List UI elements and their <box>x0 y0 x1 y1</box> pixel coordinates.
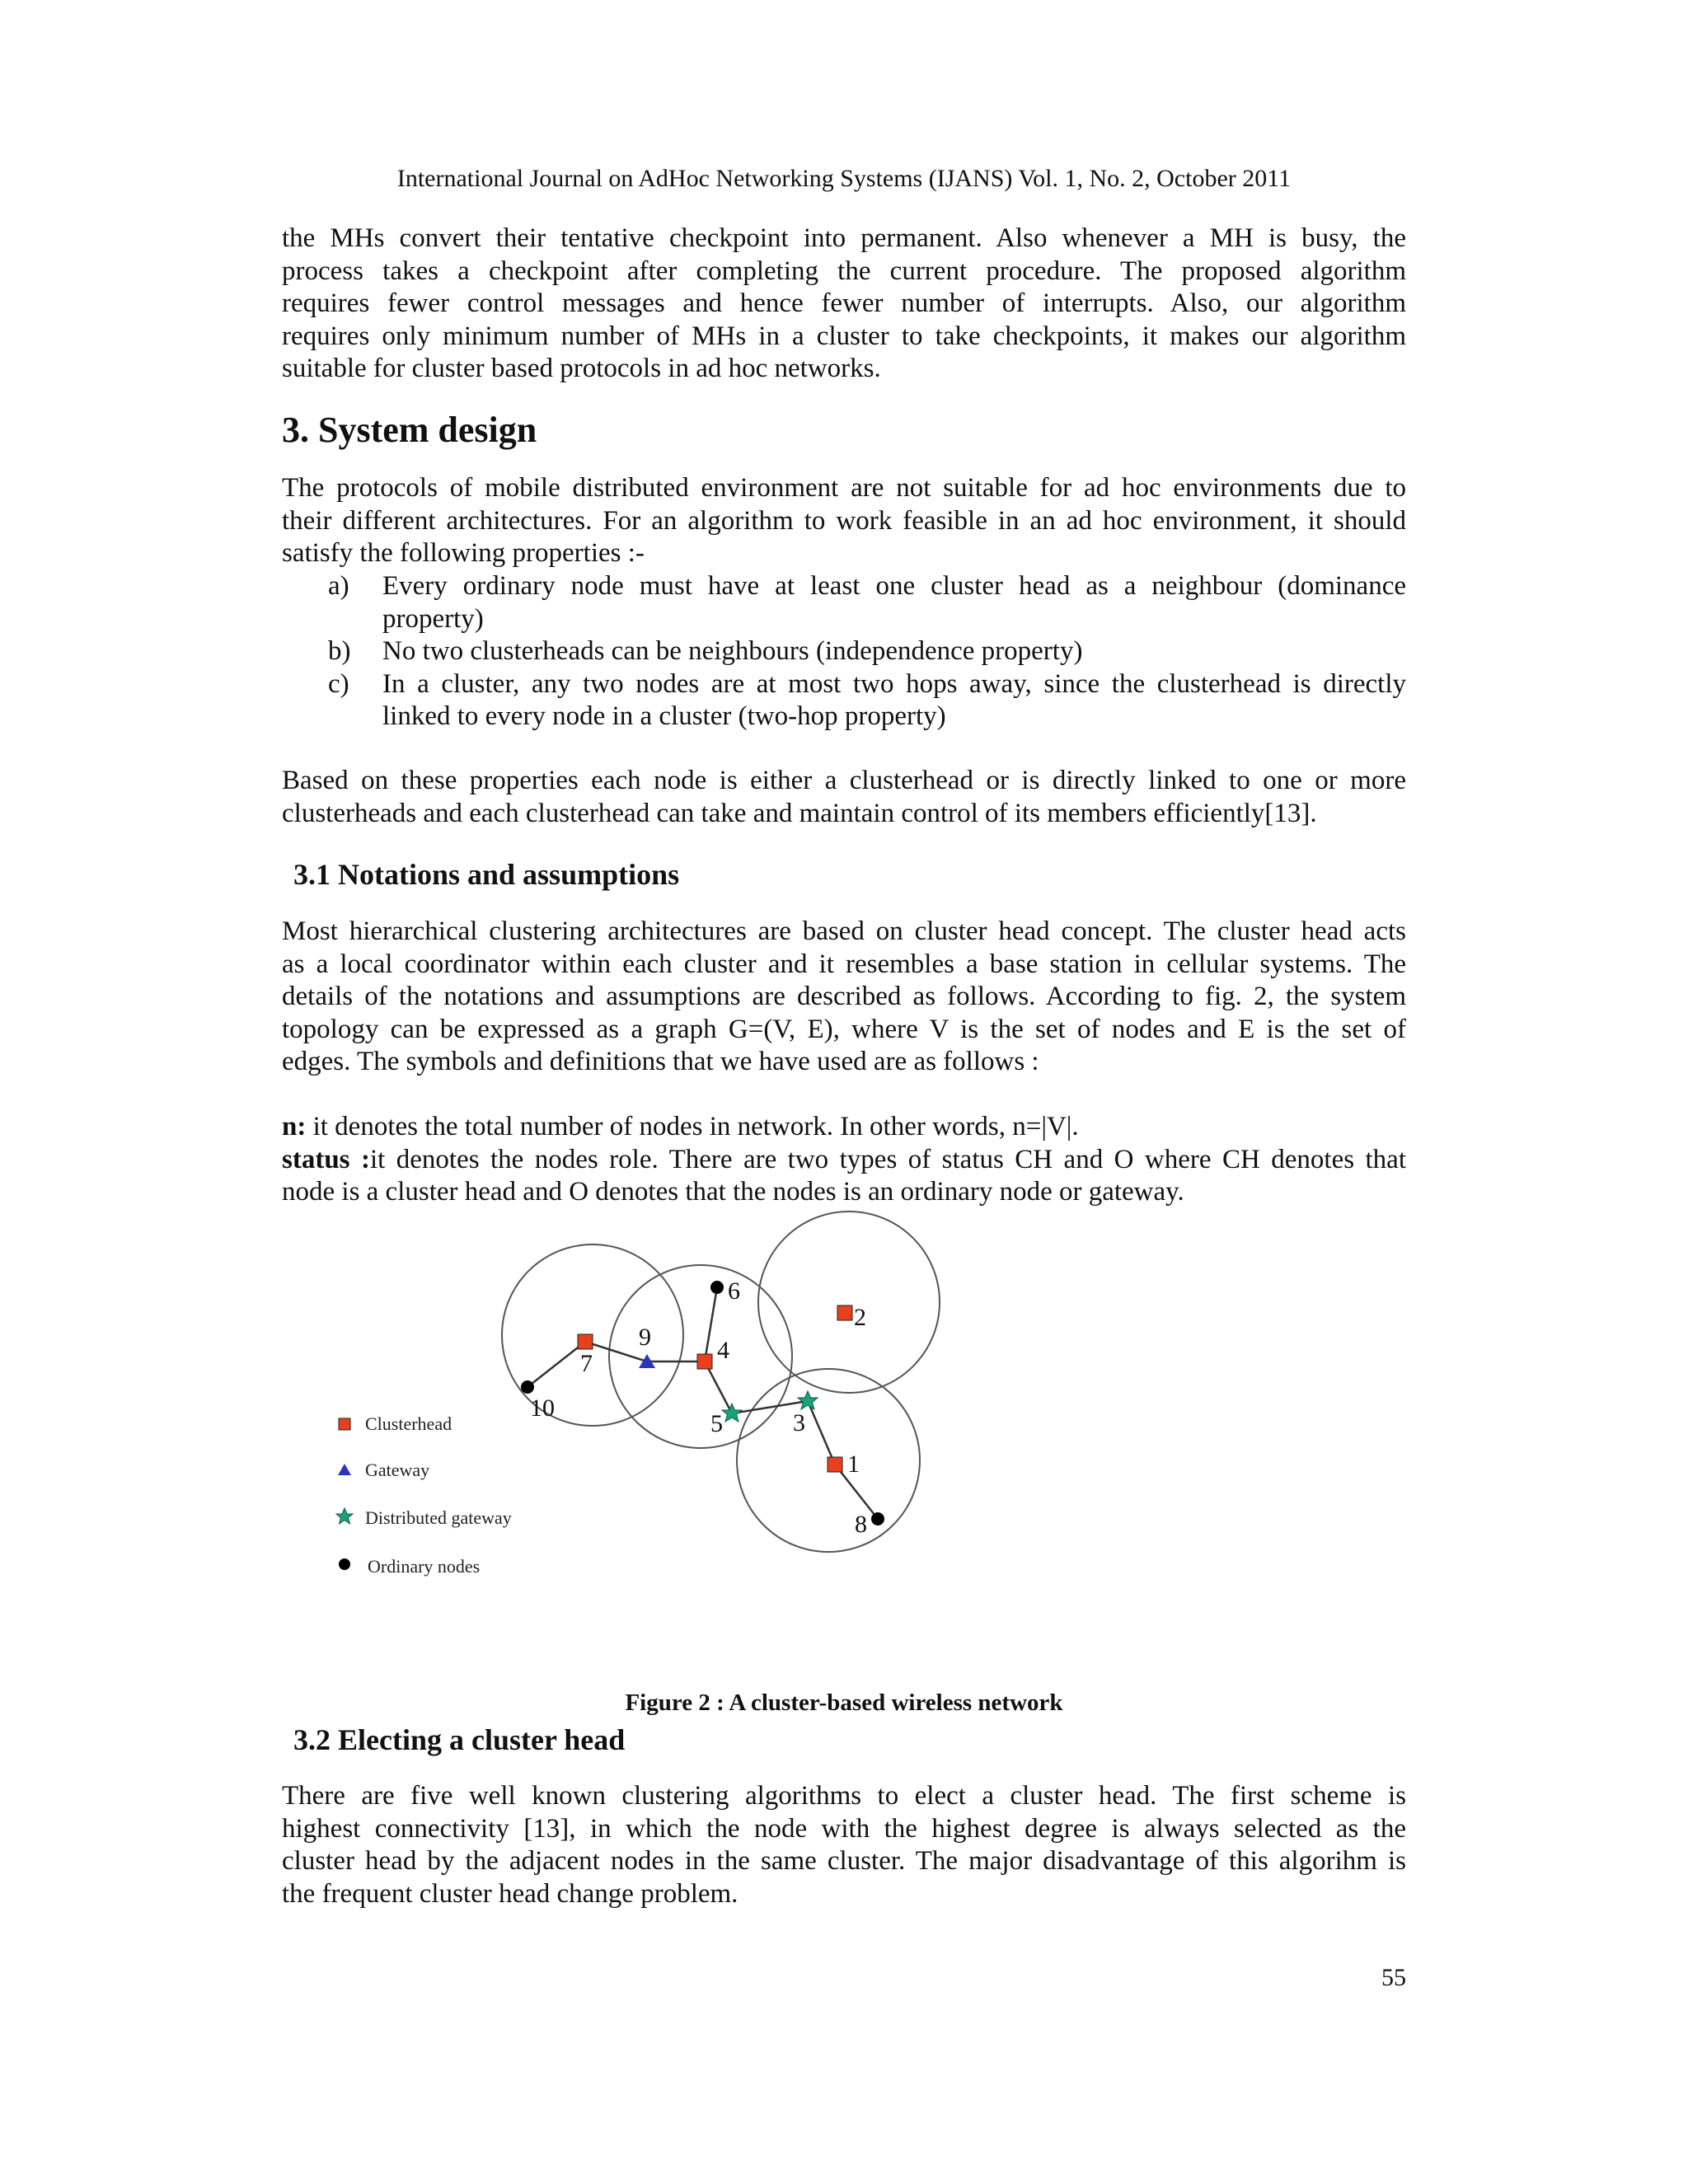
list-item <box>282 570 1406 635</box>
clusterhead-node-4 <box>697 1354 712 1369</box>
definition-status <box>282 1144 1406 1177</box>
node-label-8: 8 <box>855 1511 867 1538</box>
text-line: clusterheads and each clusterhead can take and maintain control of its members efficiently[13]. <box>282 798 1317 828</box>
properties-list <box>282 570 1406 733</box>
section-3-1-heading: 3.1 Notations and assumptions <box>293 858 680 891</box>
link-10-7 <box>528 1342 585 1387</box>
text-line: Every ordinary node must have at least one cluster head as a neighbour (dominance <box>382 571 1406 601</box>
distributed-gateway-node-3 <box>798 1391 818 1409</box>
cluster-circle <box>758 1212 940 1393</box>
text-line: topology can be expressed as a graph G=(V, E), where V is the set of nodes and E is the set of <box>282 1014 1406 1044</box>
text-line: cluster head by the adjacent nodes in the same cluster. The major disadvantage of this algorihm is <box>282 1846 1406 1877</box>
text-line: process takes a checkpoint after completing the current procedure. The proposed algorithm <box>282 255 1406 286</box>
figure-caption: Figure 2 : A cluster-based wireless network <box>625 1690 1063 1716</box>
journal-header: International Journal on AdHoc Networking Systems (IJANS) Vol. 1, No. 2, October 2011 <box>396 165 1292 192</box>
link-3-1 <box>808 1401 835 1465</box>
legend-clusterhead-label: Clusterhead <box>365 1413 452 1434</box>
section-3-2-heading: 3.2 Electing a cluster head <box>293 1723 626 1756</box>
cluster-network-figure <box>313 1199 956 1628</box>
node-label-10: 10 <box>530 1394 555 1422</box>
node-label-3: 3 <box>793 1409 805 1436</box>
list-text <box>382 570 1406 635</box>
section-3-1-paragraph <box>282 916 1406 1079</box>
node-label-5: 5 <box>710 1410 723 1437</box>
term: n: <box>282 1112 307 1141</box>
text-line: details of the notations and assumptions are described as follows. According to fig. 2, the system <box>282 982 1406 1012</box>
list-item <box>282 668 1406 733</box>
text-line: There are five well known clustering algorithms to elect a cluster head. The first scheme is <box>282 1781 1406 1811</box>
text-line: The protocols of mobile distributed environment are not suitable for ad hoc environments due to <box>282 473 1406 503</box>
text-line: the frequent cluster head change problem. <box>282 1878 738 1909</box>
list-item <box>282 635 1406 668</box>
text-line: linked to every node in a cluster (two-hop property) <box>382 701 946 732</box>
term: status : <box>282 1144 370 1174</box>
definition-text: it denotes the total number of nodes in network. In other words, n=|V|. <box>306 1112 1079 1141</box>
definition-n <box>282 1111 1406 1144</box>
list-label: a) <box>328 571 349 601</box>
section-3-2-paragraph <box>282 1780 1406 1910</box>
text-line: satisfy the following properties :- <box>282 538 645 569</box>
text-line: In a cluster, any two nodes are at most two hops away, since the clusterhead is directly <box>382 668 1406 699</box>
text-line: edges. The symbols and definitions that we have used are as follows : <box>282 1047 1039 1077</box>
ordinary-node-10 <box>521 1380 534 1394</box>
legend-ordinary-label: Ordinary nodes <box>368 1556 481 1577</box>
text-line: Most hierarchical clustering architectures are based on cluster head concept. The cluster head acts <box>282 916 1406 946</box>
list-label: c) <box>328 668 349 699</box>
clusterhead-node-1 <box>828 1457 842 1472</box>
node-label-9: 9 <box>639 1324 651 1351</box>
page-number: 55 <box>1381 1964 1406 1991</box>
node-label-6: 6 <box>728 1277 740 1305</box>
link-7-9 <box>585 1342 647 1361</box>
node-label-2: 2 <box>854 1304 866 1331</box>
legend-distributed-gateway-label: Distributed gateway <box>365 1507 512 1528</box>
legend-clusterhead-icon <box>339 1418 350 1430</box>
ordinary-node-8 <box>871 1512 884 1526</box>
legend-distributed-gateway-icon <box>336 1508 353 1524</box>
text-line: Based on these properties each node is either a clusterhead or is directly linked to one or more <box>282 766 1406 795</box>
text-line: node is a cluster head and O denotes that the nodes is an ordinary node or gateway. <box>282 1177 1184 1207</box>
definition-text: it denotes the nodes role. There are two types of status CH and O where CH denotes that <box>369 1144 1406 1174</box>
list-text <box>382 668 1406 733</box>
intro-paragraph <box>282 223 1406 386</box>
text-line: as a local coordinator within each cluster and it resembles a base station in cellular systems. The <box>282 949 1406 979</box>
list-label: b) <box>328 636 351 667</box>
ordinary-node-6 <box>710 1281 724 1294</box>
legend-gateway-icon <box>338 1464 351 1475</box>
node-label-1: 1 <box>847 1451 860 1478</box>
text-line: their different architectures. For an algorithm to work feasible in an ad hoc environment, it should <box>282 505 1406 536</box>
list-text <box>382 635 1406 668</box>
text-line: requires only minimum number of MHs in a cluster to take checkpoints, it makes our algorithm <box>282 321 1406 351</box>
distributed-gateway-node-5 <box>722 1404 742 1422</box>
section-3-paragraph <box>282 472 1406 570</box>
clusterhead-node-7 <box>578 1334 593 1349</box>
section-3-heading: 3. System design <box>282 410 537 450</box>
text-line: No two clusterheads can be neighbours (independence property) <box>382 636 1083 667</box>
legend-gateway-label: Gateway <box>365 1460 430 1480</box>
text-line: suitable for cluster based protocols in ad hoc networks. <box>282 354 881 384</box>
text-line: property) <box>382 603 484 634</box>
legend-ordinary-icon <box>339 1558 350 1570</box>
clusterhead-node-2 <box>837 1305 852 1320</box>
text-line: the MHs convert their tentative checkpoint into permanent. Also whenever a MH is busy, the <box>282 223 1406 253</box>
node-label-7: 7 <box>580 1350 593 1377</box>
based-paragraph <box>282 765 1406 830</box>
definitions <box>282 1111 1406 1209</box>
node-label-4: 4 <box>717 1337 729 1364</box>
text-line: highest connectivity [13], in which the node with the highest degree is always selected as the <box>282 1813 1406 1844</box>
link-6-4 <box>705 1287 717 1361</box>
text-line: requires fewer control messages and hence fewer number of interrupts. Also, our algorithm <box>282 288 1406 319</box>
